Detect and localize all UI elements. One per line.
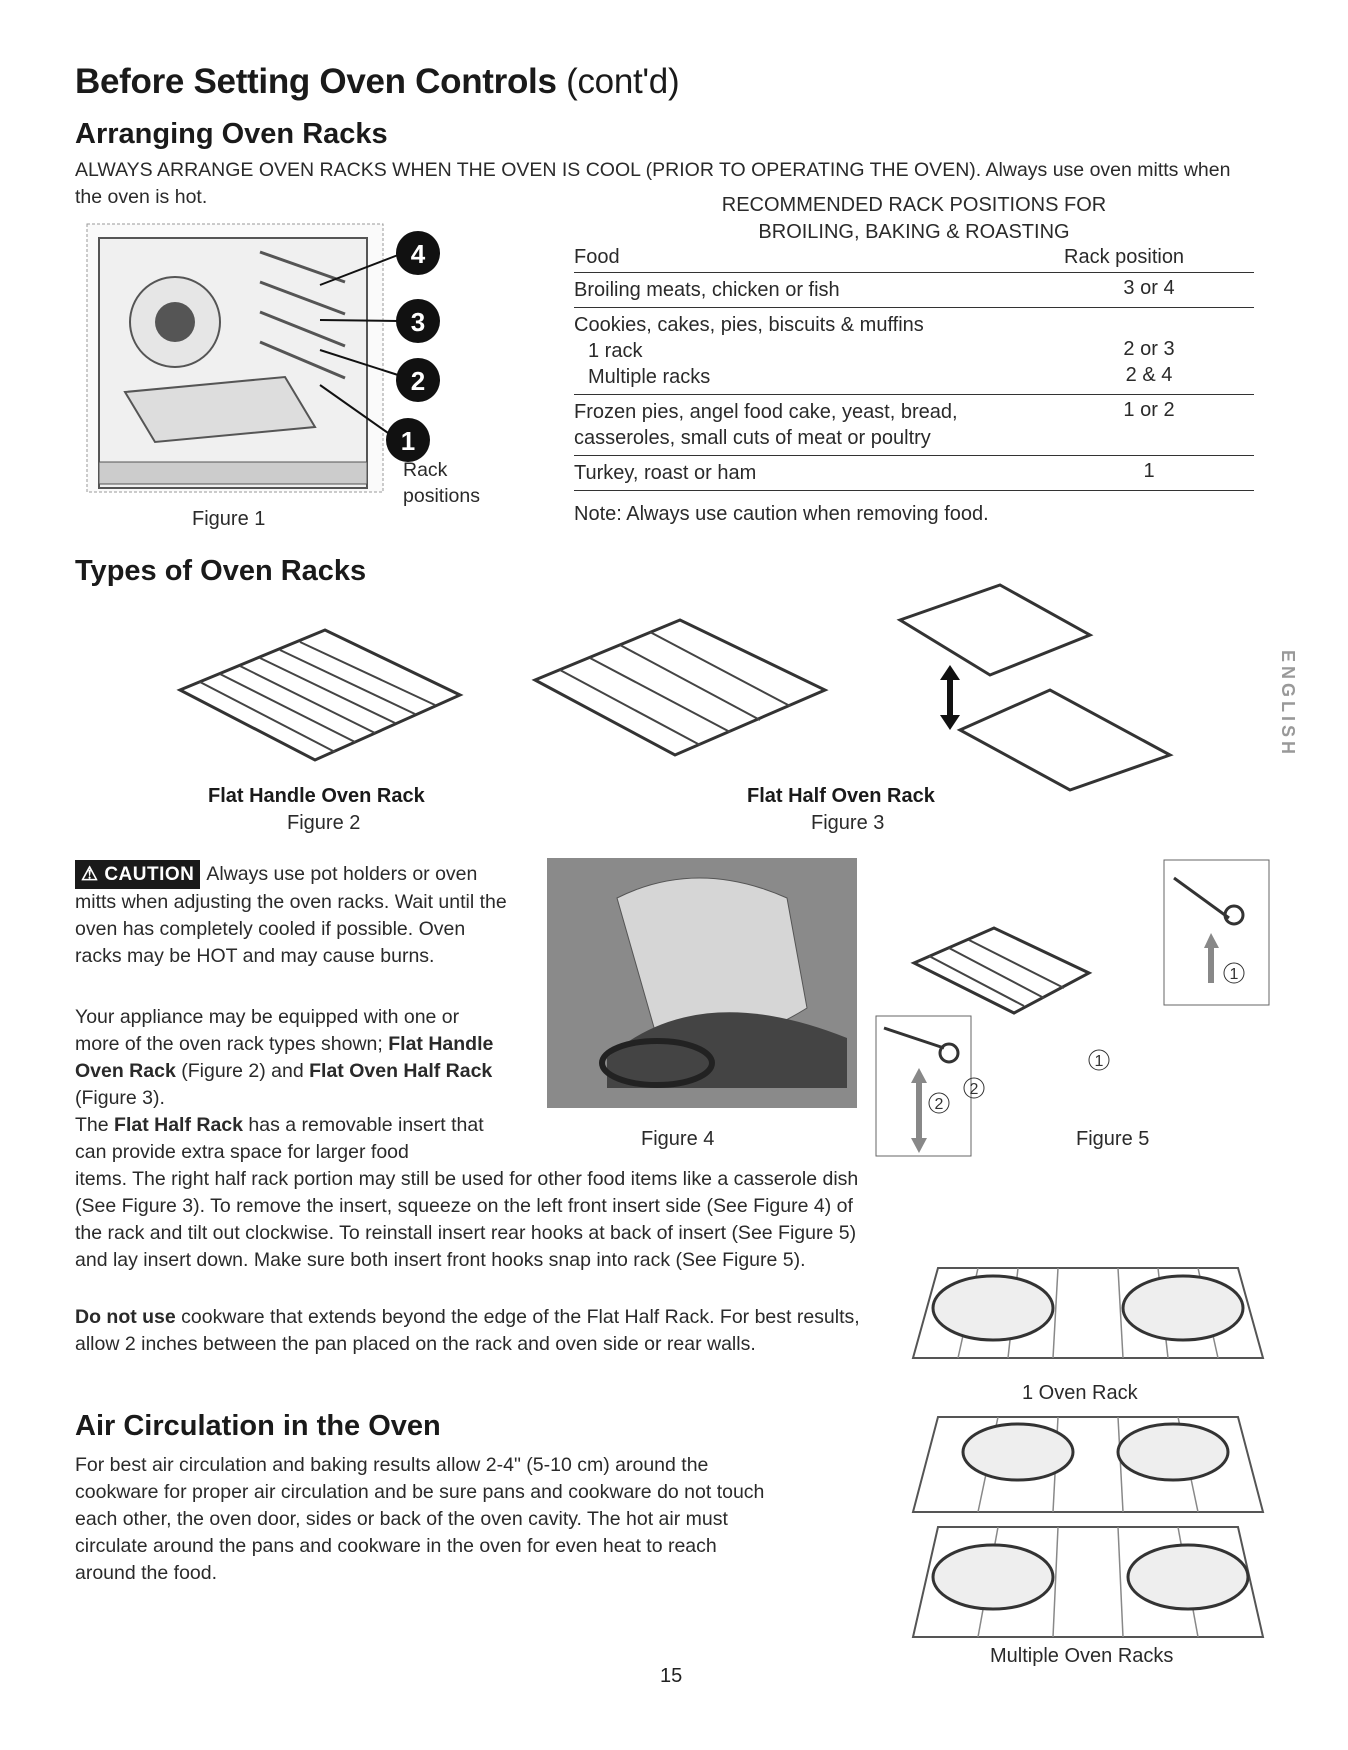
figure4-label: Figure 4 <box>641 1128 715 1150</box>
table-row: Frozen pies, angel food cake, yeast, bread, casseroles, small cuts of meat or poultry 1 or 2 <box>574 394 1254 455</box>
half-rack-paragraph: The Flat Half Rack has a removable insert that can provide extra space for larger food <box>75 1114 484 1163</box>
arranging-intro: ALWAYS ARRANGE OVEN RACKS WHEN THE OVEN IS COOL (PRIOR TO OPERATING THE OVEN). Always use oven mitts when the oven is hot. <box>75 159 1231 208</box>
figure1-label: Figure 1 <box>192 508 266 530</box>
caution-badge: ⚠ CAUTION <box>75 860 200 889</box>
flat-handle-rack-illustration <box>175 620 465 770</box>
one-rack-label: 1 Oven Rack <box>1022 1382 1138 1404</box>
table-title-line2: BROILING, BAKING & ROASTING <box>758 221 1070 243</box>
figure3-label: Figure 3 <box>811 812 885 834</box>
fig5-callout-2a: 2 <box>969 1081 979 1098</box>
types-heading: Types of Oven Racks <box>75 555 367 587</box>
rack-position-table <box>574 192 1254 526</box>
figure4-photo <box>547 858 857 1108</box>
table-title-line1: RECOMMENDED RACK POSITIONS FOR <box>721 194 1107 216</box>
table-row: Broiling meats, chicken or fish 3 or 4 <box>574 272 1254 307</box>
air-circulation-heading: Air Circulation in the Oven <box>75 1410 441 1442</box>
rack-badge-3 <box>396 299 440 343</box>
figure5-label: Figure 5 <box>1076 1128 1150 1150</box>
svg-text:2: 2 <box>410 366 426 396</box>
page-number: 15 <box>660 1665 683 1687</box>
page-title-suffix: (cont'd) <box>566 62 680 101</box>
arranging-heading: Arranging Oven Racks <box>75 118 388 150</box>
figure2-caption: Flat Handle Oven Rack <box>208 785 425 807</box>
table-header <box>574 246 1254 272</box>
rack-badge-2 <box>396 358 440 402</box>
rack-badge-4 <box>396 231 440 275</box>
table-header-position: Rack position <box>1064 246 1185 268</box>
rack-badge-1 <box>386 418 430 462</box>
svg-text:4: 4 <box>410 239 426 269</box>
air-circulation-text: For best air circulation and baking results allow 2-4" (5-10 cm) around the cookware for proper air circulation and be sure pans and cookware do not touch each other, the oven door, sides or back of the oven cavity. The hot air must circulate around the pans and cookware in the oven for even heat to reach around the food. <box>75 1454 765 1584</box>
table-row: Turkey, roast or ham 1 <box>574 455 1254 491</box>
fig5-callout-2b: 2 <box>934 1096 944 1113</box>
rack-position-badges <box>300 225 450 465</box>
page-title-main: Before Setting Oven Controls <box>75 62 557 101</box>
figure2-label: Figure 2 <box>287 812 361 834</box>
table-note: Note: Always use caution when removing food. <box>574 503 989 525</box>
multiple-racks-label: Multiple Oven Racks <box>990 1645 1174 1667</box>
page-title <box>75 62 679 102</box>
svg-text:3: 3 <box>410 307 426 337</box>
language-sidebar: ENGLISH <box>1278 650 1298 759</box>
figure3-caption: Flat Half Oven Rack <box>747 785 935 807</box>
svg-text:1: 1 <box>400 426 416 456</box>
rack-positions-label: Rack positions <box>403 459 480 507</box>
flat-half-rack-illustration <box>530 580 1170 790</box>
table-header-food: Food <box>574 246 620 268</box>
fig5-callout-1a: 1 <box>1229 966 1239 983</box>
fig5-callout-1b: 1 <box>1094 1053 1104 1070</box>
half-rack-paragraph-cont: items. The right half rack portion may still be used for other food items like a casserole dish (See Figure 3). To remove the insert, squeeze on the left front insert side (See Figure 4) of the rack and tilt out clockwise. To reinstall insert rear hooks at back of insert (See Figure 5) and lay insert down. Make sure both insert front hooks snap into rack (See Figure 5). <box>75 1168 859 1271</box>
multiple-racks-illustration <box>908 1412 1268 1642</box>
do-not-use-paragraph: Do not use cookware that extends beyond the edge of the Flat Half Rack. For best results, allow 2 inches between the pan placed on the rack and oven side or rear walls. <box>75 1306 860 1355</box>
table-row: Cookies, cakes, pies, biscuits & muffins 1 rack 2 or 3 Multiple racks 2 & 4 <box>574 307 1254 394</box>
figure5-diagram <box>874 858 1274 1158</box>
caution-text: Always use pot holders or oven mitts when adjusting the oven racks. Wait until the oven has completely cooled if possible. Oven racks may be HOT and may cause burns. <box>75 863 507 967</box>
appliance-paragraph: Your appliance may be equipped with one or more of the oven rack types shown; Flat Handle Oven Rack (Figure 2) and Flat Oven Half Rack (Figure 3). <box>75 1006 494 1109</box>
one-rack-illustration <box>908 1258 1268 1368</box>
caution-paragraph <box>75 860 510 970</box>
